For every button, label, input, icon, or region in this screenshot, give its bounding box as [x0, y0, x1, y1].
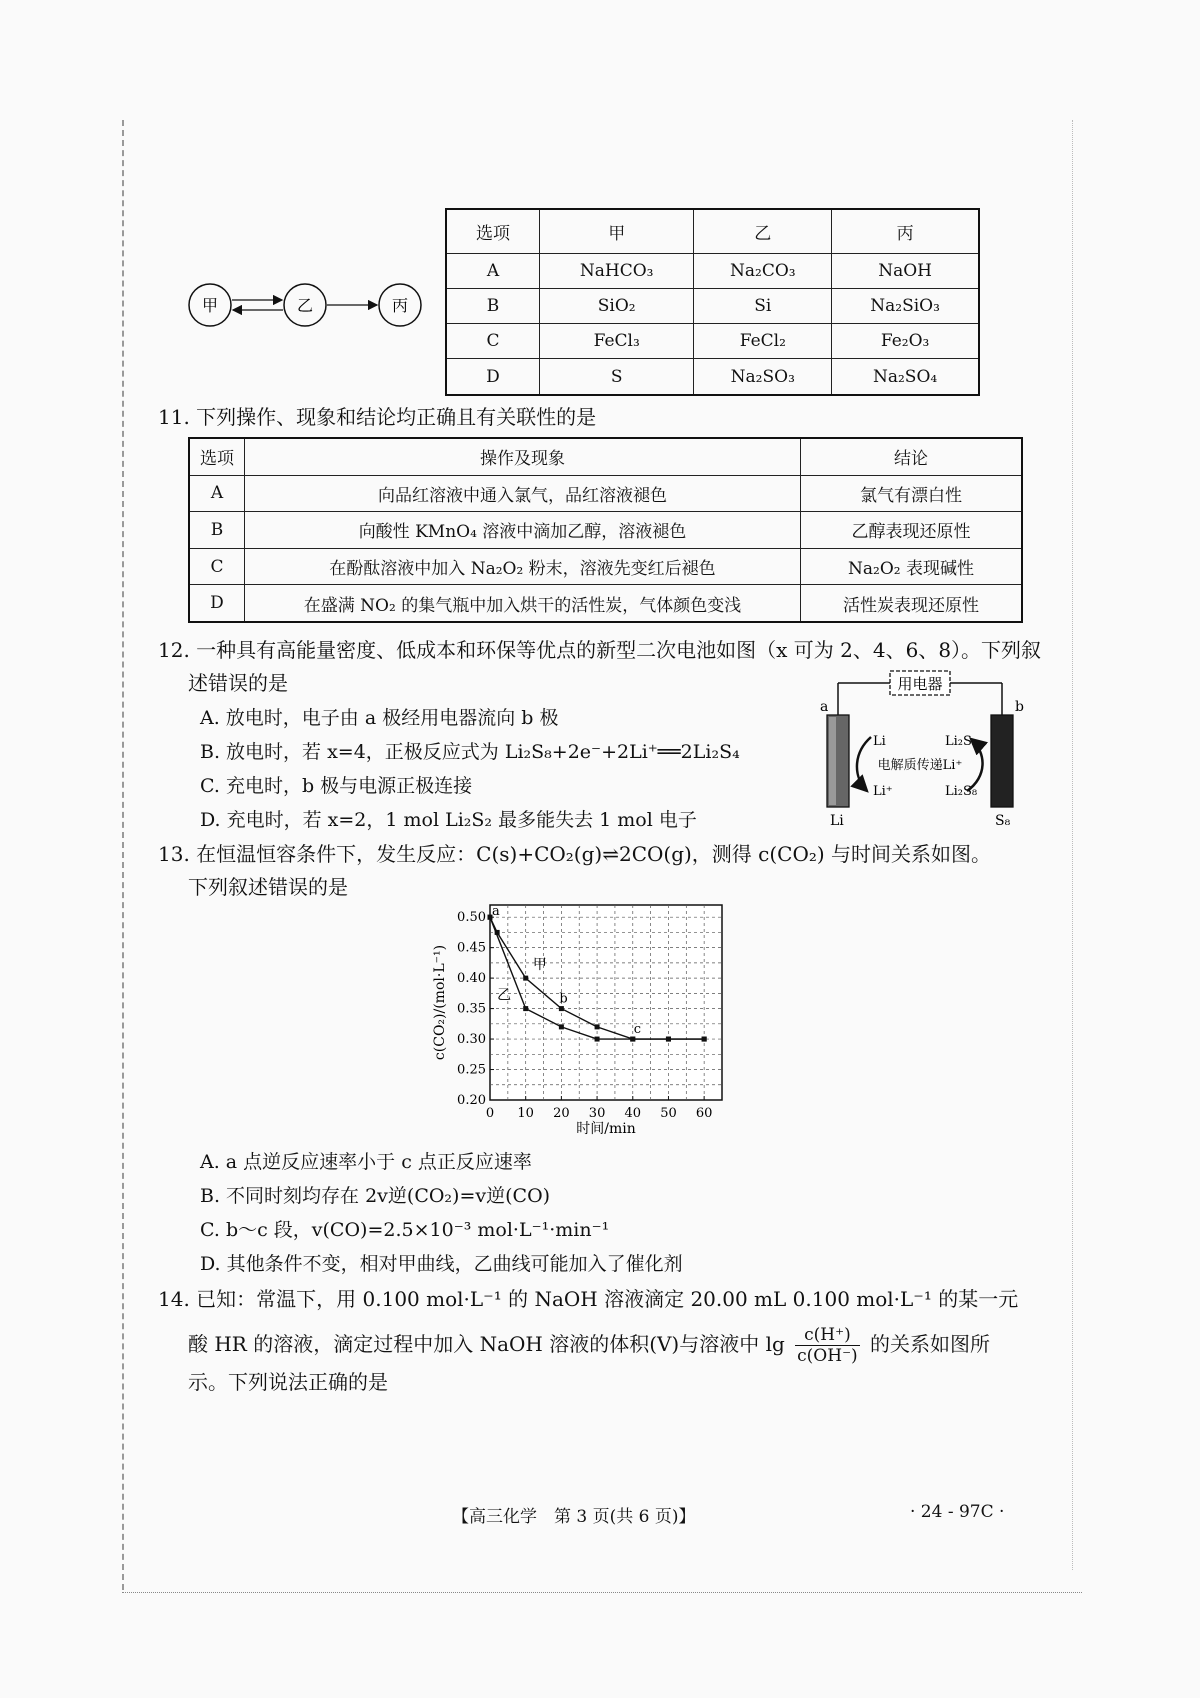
table-cell: D [446, 359, 540, 395]
q13-option-c: C. b～c 段，v(CO)=2.5×10⁻³ mol·L⁻¹·min⁻¹ [200, 1219, 610, 1241]
q14-line2-start: 酸 HR 的溶液，滴定过程中加入 NaOH 溶液的体积(V)与溶液中 lg [188, 1332, 785, 1356]
data-point [523, 976, 528, 981]
x-tick-label: 50 [660, 1106, 677, 1121]
data-point [595, 1024, 600, 1029]
data-point [630, 1037, 635, 1042]
q14-line2 [188, 1325, 990, 1366]
table-cell: D [189, 585, 245, 622]
q13-concentration-chart [410, 900, 740, 1140]
q14-line1: 14. 已知：常温下，用 0.100 mol·L⁻¹ 的 NaOH 溶液滴定 20.00 mL 0.100 mol·L⁻¹ 的某一元 [158, 1287, 1019, 1311]
table-cell: C [446, 324, 540, 359]
q13-stem-line1: 13. 在恒温恒容条件下，发生反应：C(s)+CO₂(g)⇌2CO(g)，测得 c(CO₂) 与时间关系如图。 [158, 842, 992, 866]
table-row [189, 585, 1022, 622]
header-cell: 乙 [694, 209, 832, 253]
header-cell: 结论 [801, 438, 1023, 475]
electrode-a-label: a [820, 699, 829, 715]
x-tick-label: 60 [695, 1106, 713, 1121]
table-row [189, 512, 1022, 549]
data-point [523, 1006, 528, 1011]
q10-table [445, 208, 980, 396]
q12-option-c: C. 充电时，b 极与电源正极连接 [200, 775, 473, 797]
table-row [446, 359, 979, 395]
table-cell: NaHCO₃ [540, 253, 694, 288]
q13-option-a: A. a 点逆反应速率小于 c 点正反应速率 [200, 1151, 532, 1173]
y-tick-label: 0.20 [457, 1093, 486, 1108]
y-tick-label: 0.45 [457, 940, 486, 956]
table-cell: A [446, 253, 540, 288]
q12-option-a: A. 放电时，电子由 a 极经用电器流向 b 极 [200, 707, 559, 729]
table-header-row [189, 438, 1022, 475]
table-cell: SiO₂ [540, 289, 694, 324]
table-cell: C [189, 548, 245, 585]
y-tick-label: 0.35 [457, 1001, 486, 1017]
table-row [446, 253, 979, 288]
table-row [189, 548, 1022, 585]
y-tick-label: 0.50 [457, 910, 486, 926]
q13-stem-line2: 下列叙述错误的是 [188, 875, 348, 899]
x-tick-label: 40 [624, 1106, 642, 1121]
device-label: 用电器 [897, 675, 943, 693]
table-cell: FeCl₂ [694, 324, 832, 359]
table-cell: Si [694, 289, 832, 324]
fraction-denominator: c(OH⁻) [797, 1346, 858, 1366]
q10-conversion-diagram [180, 275, 430, 335]
table-cell: 在酚酞溶液中加入 Na₂O₂ 粉末，溶液先变红后褪色 [245, 548, 801, 585]
node-yi: 乙 [296, 296, 314, 315]
header-cell: 甲 [540, 209, 694, 253]
li2sx-label: Li₂Sₓ [945, 734, 978, 749]
table-cell: 向酸性 KMnO₄ 溶液中滴加乙醇，溶液褪色 [245, 512, 801, 549]
li-plus-label: Li⁺ [873, 784, 893, 799]
plot-area [490, 905, 722, 1100]
q13-option-d: D. 其他条件不变，相对甲曲线，乙曲线可能加入了催化剂 [200, 1253, 683, 1275]
electrode-b-label: b [1015, 699, 1024, 715]
table-cell: B [189, 512, 245, 549]
bottom-line [122, 1592, 1082, 1593]
q13-option-b: B. 不同时刻均存在 2v逆(CO₂)=v逆(CO) [200, 1185, 551, 1207]
series-label-jia: 甲 [532, 956, 547, 973]
data-point [559, 1006, 564, 1011]
y-axis-label: c(CO₂)/(mol·L⁻¹) [432, 944, 448, 1061]
table-header-row [446, 209, 979, 253]
table-cell: Na₂SO₃ [694, 359, 832, 395]
table-cell: NaOH [832, 253, 979, 288]
series-label-yi: 乙 [497, 987, 512, 1004]
data-point [666, 1037, 671, 1042]
q14-line3: 示。下列说法正确的是 [188, 1370, 388, 1394]
table-cell: Fe₂O₃ [832, 324, 979, 359]
electrolyte-label: 电解质传递Li⁺ [877, 758, 963, 773]
q12-stem-line1: 12. 一种具有高能量密度、低成本和环保等优点的新型二次电池如图（x 可为 2、4、6、8）。下列叙 [158, 638, 1042, 662]
header-cell: 丙 [832, 209, 979, 253]
point-annotation: a [492, 904, 500, 920]
s8-electrode-label: S₈ [995, 813, 1011, 829]
table-cell: A [189, 475, 245, 512]
right-margin-line [1072, 120, 1073, 1570]
q11-stem: 11. 下列操作、现象和结论均正确且有关联性的是 [158, 405, 597, 429]
table-row [446, 324, 979, 359]
y-tick-label: 0.25 [457, 1062, 486, 1078]
table-cell: 氯气有漂白性 [801, 475, 1023, 512]
table-cell: Na₂SO₄ [832, 359, 979, 395]
li2s8-label: Li₂S₈ [945, 784, 978, 799]
q11-table [188, 437, 1023, 623]
table-cell: FeCl₃ [540, 324, 694, 359]
header-cell: 选项 [189, 438, 245, 475]
q12-option-b: B. 放电时，若 x=4，正极反应式为 Li₂S₈+2e⁻+2Li⁺══2Li₂S₄ [200, 741, 740, 763]
point-annotation: c [633, 1022, 642, 1038]
table-row [189, 475, 1022, 512]
header-cell: 选项 [446, 209, 540, 253]
table-cell: Na₂O₂ 表现碱性 [801, 548, 1023, 585]
q14-line2-end: 的关系如图所 [870, 1332, 991, 1356]
table-row [446, 289, 979, 324]
x-tick-label: 10 [517, 1106, 534, 1121]
data-point [595, 1037, 600, 1042]
table-cell: 向品红溶液中通入氯气，品红溶液褪色 [245, 475, 801, 512]
footer-page-info: 【高三化学 第 3 页(共 6 页)】 [452, 1507, 696, 1527]
q12-option-d: D. 充电时，若 x=2，1 mol Li₂S₂ 最多能失去 1 mol 电子 [200, 809, 697, 831]
fraction-numerator: c(H⁺) [795, 1325, 860, 1346]
table-cell: B [446, 289, 540, 324]
q14-fraction [795, 1325, 860, 1366]
table-cell: 在盛满 NO₂ 的集气瓶中加入烘干的活性炭，气体颜色变浅 [245, 585, 801, 622]
header-cell: 操作及现象 [245, 438, 801, 475]
footer-code: · 24 - 97C · [910, 1502, 1005, 1522]
x-tick-label: 0 [485, 1106, 495, 1121]
table-cell: 活性炭表现还原性 [801, 585, 1023, 622]
y-tick-label: 0.30 [457, 1032, 486, 1048]
table-cell: S [540, 359, 694, 395]
q12-battery-diagram [805, 665, 1035, 830]
data-point [559, 1024, 564, 1029]
data-point [702, 1037, 707, 1042]
table-cell: 乙醇表现还原性 [801, 512, 1023, 549]
table-cell: Na₂CO₃ [694, 253, 832, 288]
node-jia: 甲 [201, 296, 219, 315]
left-margin-line [122, 120, 124, 1590]
point-annotation: b [559, 991, 568, 1007]
q12-stem-line2: 述错误的是 [188, 671, 288, 695]
y-tick-label: 0.40 [457, 971, 486, 987]
node-bing: 丙 [391, 296, 409, 315]
x-tick-label: 30 [588, 1106, 606, 1121]
x-axis-label: 时间/min [576, 1121, 636, 1137]
li-top-label: Li [873, 734, 886, 749]
li-electrode-label: Li [830, 813, 844, 829]
table-cell: Na₂SiO₃ [832, 289, 979, 324]
x-tick-label: 20 [553, 1106, 570, 1121]
